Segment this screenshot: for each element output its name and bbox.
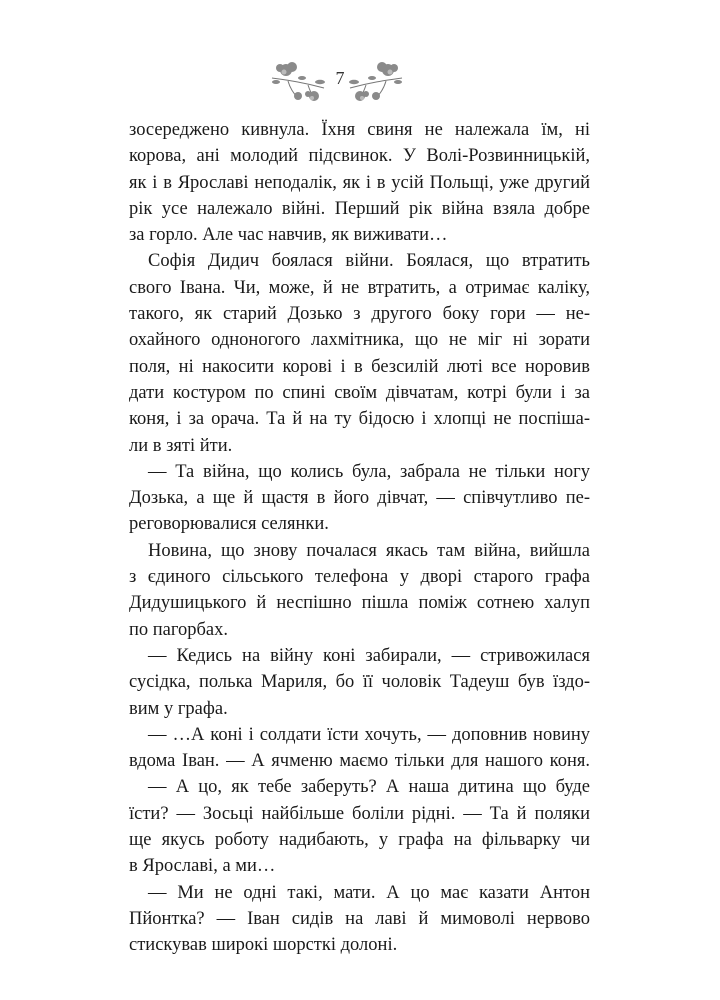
body-text — [129, 117, 590, 959]
paragraph — [129, 459, 590, 538]
flower-sprig-icon — [346, 58, 406, 102]
text-line: коня, і за орача. Та й на ту бідосю і хлопці не поспіша- — [129, 409, 590, 430]
text-line: корова, ані молодий підсвинок. У Волі-Розвинницькій, — [129, 146, 590, 167]
text-line: рік усе належало війні. Перший рік війна взяла добре — [129, 198, 590, 219]
paragraph — [129, 643, 590, 722]
text-line: по пагорбах. — [129, 619, 229, 640]
text-line: їсти? — Зосьці найбільше боліли рідні. — Та й поляки — [129, 803, 590, 824]
text-line: такого, як старий Дозько з другого боку гори — не- — [129, 304, 590, 325]
page-number: 7 — [335, 68, 345, 88]
text-line: — Та війна, що колись була, забрала не тільки ногу — [148, 461, 590, 482]
text-line: — Кедись на війну коні забирали, — стривожилася — [148, 645, 590, 666]
text-line: за горло. Але час навчив, як виживати… — [129, 225, 448, 246]
text-line: охайного одноногого лахмітника, що не міг ні зорати — [129, 330, 590, 351]
text-line: свого Івана. Чи, може, й не втратить, а отримає каліку, — [129, 277, 590, 298]
text-line: вдома Іван. — А ячменю маємо тільки для нашого коня. — [129, 751, 590, 772]
text-line: Дидушицького й неспішно пішла поміж сотнею халуп — [129, 593, 590, 614]
text-line: стискував широкі шорсткі долоні. — [129, 935, 398, 956]
text-line: Дозька, а ще й щастя в його дівчат, — співчутливо пе- — [129, 488, 590, 509]
text-line: ли в зяті йти. — [129, 435, 233, 456]
text-line: вим у графа. — [129, 698, 228, 719]
text-line: реговорювалися селянки. — [129, 514, 329, 535]
text-line: зосереджено кивнула. Їхня свиня не належала їм, ні — [129, 120, 590, 140]
flower-sprig-icon — [268, 58, 328, 102]
paragraph — [129, 538, 590, 643]
paragraph — [129, 117, 590, 248]
text-line: сусідка, полька Мариля, бо її чоловік Тадеуш був їздо- — [129, 672, 590, 693]
text-line: Софія Дидич боялася війни. Боялася, що втратить — [148, 251, 590, 272]
paragraph — [129, 880, 590, 959]
paragraph — [129, 248, 590, 458]
text-line: в Ярославі, а ми… — [129, 856, 276, 877]
text-line: поля, ні накосити корові і в безсилій люті все норовив — [129, 356, 590, 377]
text-line: — Ми не одні такі, мати. А цо має казати Антон — [148, 882, 590, 903]
text-line: Пйонтка? — Іван сидів на лаві й мимоволі нервово — [129, 908, 590, 929]
text-line: з єдиного сільського телефона у дворі старого графа — [129, 567, 590, 588]
text-line: ще якусь роботу надибають, у графа на фільварку чи — [129, 830, 590, 851]
text-line: Новина, що знову почалася якась там війна, вийшла — [148, 540, 590, 561]
paragraph — [129, 722, 590, 775]
text-line: як і в Ярославі неподалік, як і в усій Польщі, уже другий — [129, 172, 590, 193]
paragraph — [129, 774, 590, 879]
text-line: — …А коні і солдати їсти хочуть, — доповнив новину — [148, 724, 590, 745]
text-line: — А цо, як тебе заберуть? А наша дитина що буде — [148, 777, 590, 798]
text-line: дати костуром по спині своїм дівчатам, котрі були і за — [129, 382, 590, 403]
page-header — [0, 58, 720, 108]
